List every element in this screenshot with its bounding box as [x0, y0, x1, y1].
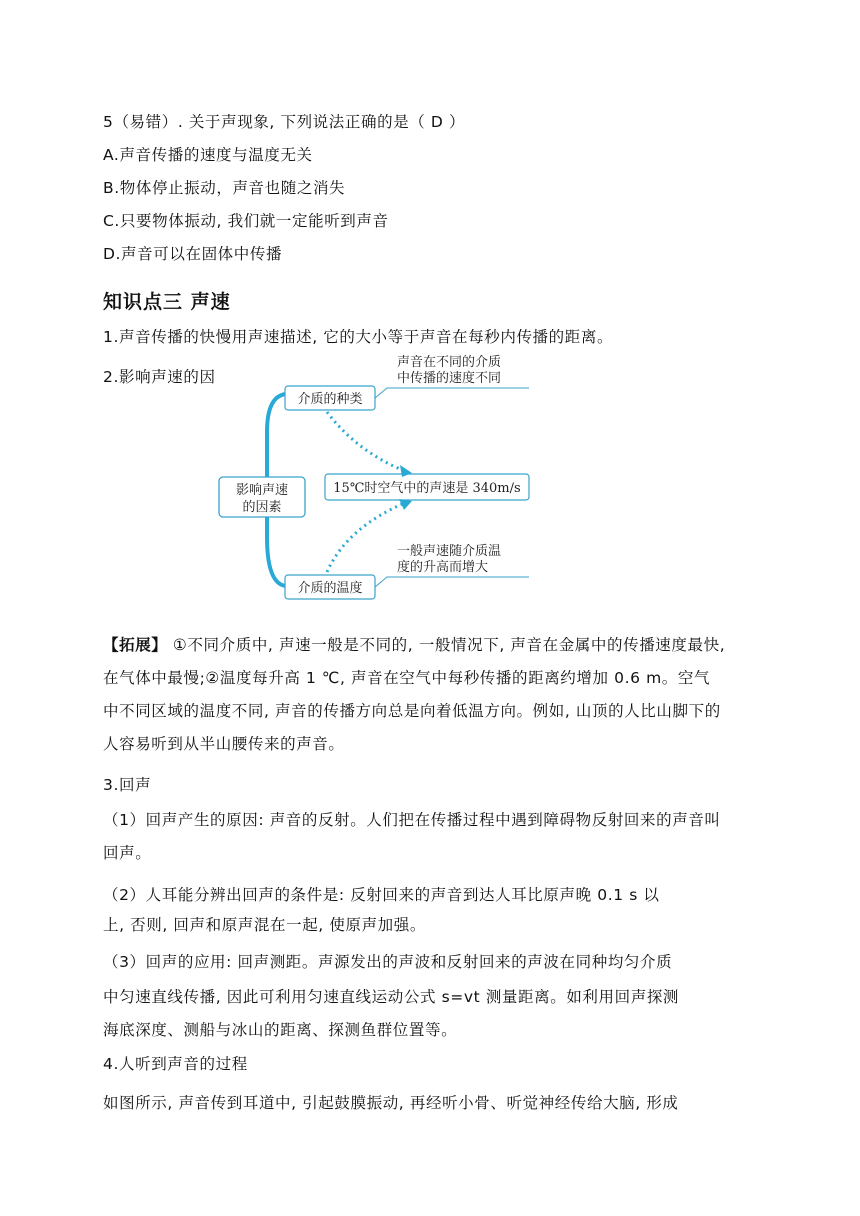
option-b: B.物体停止振动，声音也随之消失 [103, 179, 346, 197]
echo-line-1: （1）回声产生的原因: 声音的反射。人们把在传播过程中遇到障碍物反射回来的声音叫 [103, 811, 721, 829]
echo-line-6: 中匀速直线传播, 因此可利用匀速直线运动公式 s=vt 测量距离。如利用回声探测 [103, 988, 680, 1006]
question-stem: 5（易错）. 关于声现象, 下列说法正确的是（ D ） [103, 113, 466, 131]
bottom-dotted-arrow [327, 502, 407, 572]
echo-line-5: （3）回声的应用: 回声测距。声源发出的声波和反射回来的声波在同种均匀介质 [103, 953, 673, 971]
middle-box-label: 15℃时空气中的声速是 340m/s [333, 481, 521, 496]
expansion-label: 【拓展】 [103, 636, 168, 654]
top-note-line1: 声音在不同的介质 [397, 355, 502, 370]
point-1: 1.声音传播的快慢用声速描述, 它的大小等于声音在每秒内传播的距离。 [103, 328, 614, 346]
top-note-line2: 中传播的速度不同 [397, 371, 502, 386]
option-a: A.声音传播的速度与温度无关 [103, 146, 313, 164]
expansion-line-2: 在气体中最慢;②温度每升高 1 ℃, 声音在空气中每秒传播的距离约增加 0.6 m。空气 [103, 669, 711, 687]
sound-speed-factors-diagram [207, 352, 537, 604]
bottom-note-line2: 度的升高而增大 [397, 560, 489, 575]
echo-line-7: 海底深度、测船与冰山的距离、探测鱼群位置等。 [103, 1021, 458, 1039]
section-title: 知识点三 声速 [103, 291, 231, 313]
point-2-label: 2.影响声速的因 [103, 368, 216, 386]
point-4-title: 4.人听到声音的过程 [103, 1055, 248, 1073]
bottom-branch-label: 介质的温度 [297, 581, 363, 596]
bottom-note-leader [375, 577, 529, 587]
expansion-line-3: 中不同区域的温度不同, 声音的传播方向总是向着低温方向。例如, 山顶的人比山脚下的 [103, 702, 721, 720]
echo-line-4: 上, 否则, 回声和原声混在一起, 使原声加强。 [103, 916, 426, 934]
top-branch-label: 介质的种类 [297, 392, 363, 407]
top-dotted-arrow [327, 412, 407, 472]
point-4-text: 如图所示, 声音传到耳道中, 引起鼓膜振动, 再经听小骨、听觉神经传给大脑, 形成 [103, 1094, 679, 1112]
option-c: C.只要物体振动, 我们就一定能听到声音 [103, 212, 389, 230]
bottom-note-line1: 一般声速随介质温 [397, 544, 502, 559]
center-label-line1: 影响声速 [235, 483, 289, 498]
expansion-line-4: 人容易听到从半山腰传来的声音。 [103, 735, 345, 753]
expansion-line-1 [103, 634, 725, 656]
option-d: D.声音可以在固体中传播 [103, 245, 283, 263]
top-note-leader [375, 388, 529, 398]
echo-line-2: 回声。 [103, 844, 152, 862]
echo-line-3: （2）人耳能分辨出回声的条件是: 反射回来的声音到达人耳比原声晚 0.1 s 以 [103, 886, 660, 904]
expansion-text-1: ①不同介质中, 声速一般是不同的, 一般情况下, 声音在金属中的传播速度最快, [167, 636, 726, 654]
point-3-title: 3.回声 [103, 776, 152, 794]
center-label-line2: 的因素 [242, 500, 282, 515]
